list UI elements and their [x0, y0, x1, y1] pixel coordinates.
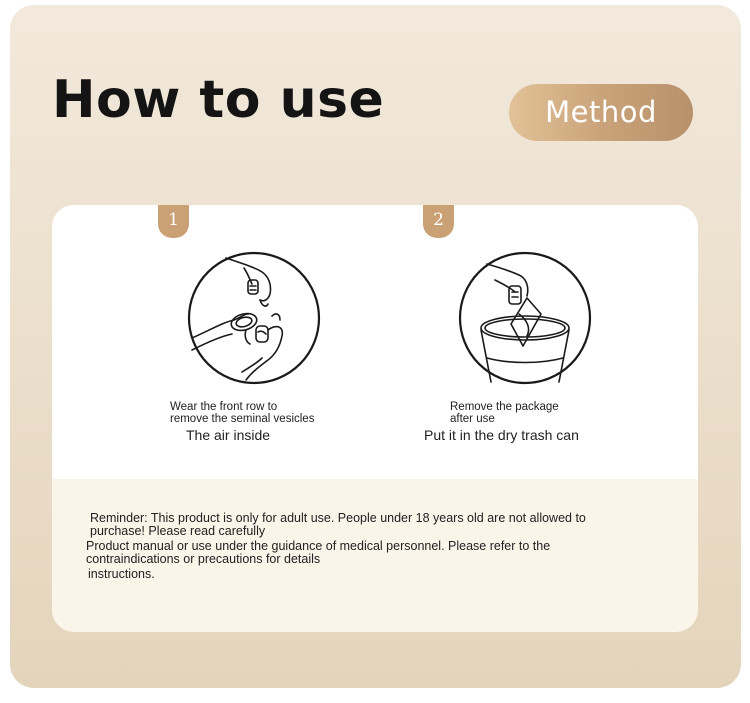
reminder-line-4: contraindications or precautions for details [86, 552, 321, 566]
step-2-note [450, 401, 559, 425]
step-2-caption: Put it in the dry trash can [424, 427, 579, 443]
instructions-card [52, 205, 698, 632]
reminder-text [86, 512, 676, 581]
trash-can-disposal-icon [457, 250, 593, 386]
step-1-note-line-2: remove the seminal vesicles [170, 413, 315, 425]
step-2-number-badge: 2 [423, 205, 454, 238]
reminder-line-1: Reminder: This product is only for adult use. People under 18 years old are not allowed to [90, 511, 586, 525]
reminder-line-2: purchase! Please read carefully [90, 524, 266, 538]
method-badge: Method [509, 84, 693, 141]
step-1-caption: The air inside [186, 427, 271, 443]
reminder-line-5: instructions. [88, 567, 155, 581]
hand-unwrap-icon [186, 250, 322, 386]
step-2-note-line-1: Remove the package [450, 401, 559, 413]
reminder-line-3: Product manual or use under the guidance of medical personnel. Please refer to the [86, 539, 551, 553]
step-1-note-line-1: Wear the front row to [170, 401, 278, 413]
page-title: How to use [52, 70, 385, 130]
steps-panel [52, 205, 698, 479]
step-2-note-line-2: after use [450, 413, 495, 425]
step-1-note [170, 401, 314, 425]
step-1-number-badge: 1 [158, 205, 189, 238]
